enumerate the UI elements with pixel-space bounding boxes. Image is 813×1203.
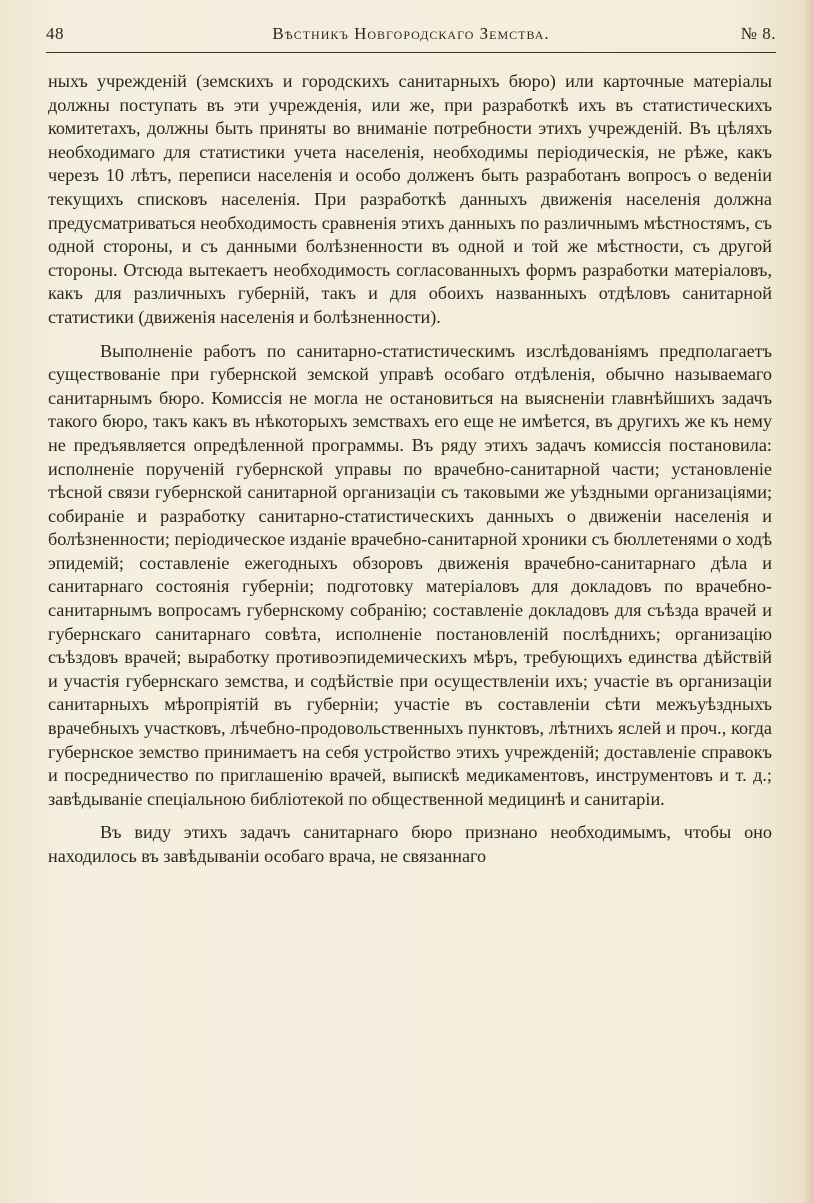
paragraph-3: Въ виду этихъ задачъ санитарнаго бюро признано необходимымъ, чтобы оно находилось въ завѣдываніи особаго врача, не связаннаго — [48, 822, 772, 866]
journal-title: Вѣстникъ Новгородскаго Земства. — [272, 24, 550, 43]
paragraph-1: ныхъ учрежденій (земскихъ и городскихъ санитарныхъ бюро) или карточные матеріалы должны поступать въ эти учрежденія, или же, при разработкѣ ихъ въ статистическихъ комитетахъ, должны быть приняты во вниманіе потребности этихъ учрежденій. Въ цѣляхъ необходимаго для статистики учета населенія, необходимы періодическія, не рѣже, какъ черезъ 10 лѣтъ, переписи населенія и особо долженъ быть разработанъ вопросъ о веденіи текущихъ списковъ населенія. При разработкѣ данныхъ движенія населенія должна предусматриваться необходимость сравненія этихъ данныхъ по различнымъ мѣстностямъ, съ одной стороны, и съ данными болѣзненности въ одной и той же мѣстности, съ другой стороны. Отсюда вытекаетъ необходимость согласованныхъ формъ разработки матеріаловъ, какъ для различныхъ губерній, такъ и для обоихъ названныхъ отдѣловъ санитарной статистики (движенія населенія и болѣзненности). — [48, 71, 772, 327]
paragraph-2: Выполненіе работъ по санитарно-статистическимъ изслѣдованіямъ предполагаетъ существованіе при губернской земской управѣ особаго отдѣленія, обычно называемаго санитарнымъ бюро. Комиссія не могла не остановиться на выясненіи главнѣйшихъ задачъ такого бюро, такъ какъ въ нѣкоторыхъ земствахъ его еще не имѣется, въ другихъ же къ нему не предъявляется опредѣленной программы. Въ ряду этихъ задачъ комиссія постановила: исполненіе порученій губернской управы по врачебно-санитарной части; установленіе тѣсной связи губернской санитарной организаціи съ таковыми же уѣздными организаціями; собираніе и разработку санитарно-статистическихъ данныхъ о движеніи населенія и болѣзненности; періодическое изданіе врачебно-санитарной хроники съ бюллетенями о ходѣ эпидемій; составленіе ежегодныхъ обзоровъ движенія врачебно-санитарнаго дѣла и санитарнаго состоянія губерніи; подготовку матеріаловъ для докладовъ по врачебно-санитарнымъ вопросамъ губернскому собранію; составленіе докладовъ для съѣзда врачей и губернскаго санитарнаго совѣта, исполненіе постановленій послѣднихъ; организацію съѣздовъ врачей; выработку противоэпидемическихъ мѣръ, требующихъ единства дѣйствій и участія губернскаго земства, и содѣйствіе при осуществленіи ихъ; участіе въ организаціи санитарныхъ мѣропріятій въ губерніи; участіе въ составленіи сѣти межъуѣздныхъ врачебныхъ участковъ, лѣчебно-продовольственныхъ пунктовъ, лѣтнихъ яслей и проч., когда губернское земство принимаетъ на себя устройство этихъ учрежденій; доставленіе справокъ и посредничество по приглашенію врачей, выпискѣ медикаментовъ, инструментовъ и т. д.; завѣдываніе спеціальною библіотекой по общественной медицинѣ и санитаріи. — [48, 340, 772, 809]
running-header — [46, 20, 776, 52]
header-rule — [46, 52, 776, 53]
page-edge-shadow — [803, 0, 813, 1203]
page-number: 48 — [46, 24, 64, 43]
page-body — [48, 70, 772, 869]
issue-number: № 8. — [740, 24, 776, 43]
